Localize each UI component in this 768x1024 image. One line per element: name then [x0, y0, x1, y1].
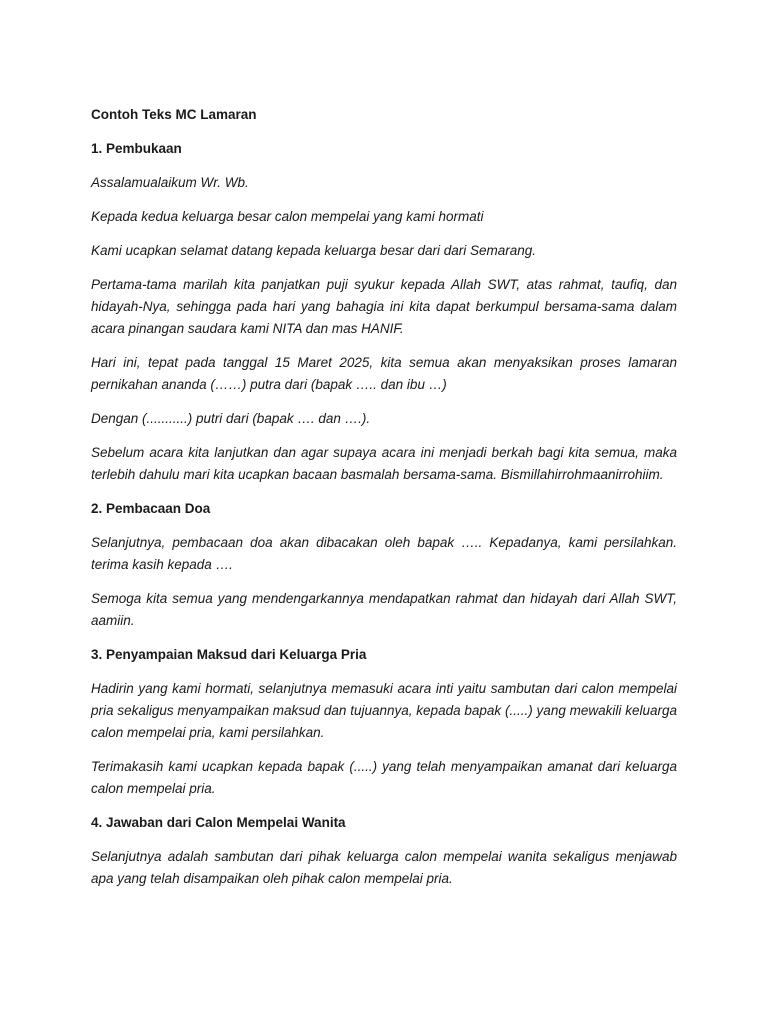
section-pembacaan-doa — [91, 498, 677, 632]
section-pembukaan — [91, 138, 677, 486]
paragraph: Semoga kita semua yang mendengarkannya mendapatkan rahmat dan hidayah dari Allah SWT, aamiin. — [91, 591, 677, 628]
paragraph: Selanjutnya, pembacaan doa akan dibacakan oleh bapak ….. Kepadanya, kami persilahkan. terima kasih kepada …. — [91, 535, 677, 572]
document-page — [91, 104, 677, 902]
document-title: Contoh Teks MC Lamaran — [91, 107, 257, 122]
paragraph: Hari ini, tepat pada tanggal 15 Maret 2025, kita semua akan menyaksikan proses lamaran pernikahan ananda (……) putra dari (bapak ….. dan ibu …) — [91, 355, 677, 392]
paragraph: Pertama-tama marilah kita panjatkan puji syukur kepada Allah SWT, atas rahmat, taufiq, dan hidayah-Nya, sehingga pada hari yang bahagia ini kita dapat berkumpul bersama-sama dalam acara pinangan saudara kami NITA dan mas HANIF. — [91, 277, 677, 336]
section-heading: 4. Jawaban dari Calon Mempelai Wanita — [91, 815, 346, 830]
paragraph: Hadirin yang kami hormati, selanjutnya memasuki acara inti yaitu sambutan dari calon mempelai pria sekaligus menyampaikan maksud dan tujuannya, kepada bapak (.....) yang mewakili keluarga calon mempelai pria, kami persilahkan. — [91, 681, 677, 740]
section-penyampaian-maksud — [91, 644, 677, 800]
section-jawaban-wanita — [91, 812, 677, 890]
section-heading: 3. Penyampaian Maksud dari Keluarga Pria — [91, 647, 367, 662]
paragraph: Assalamualaikum Wr. Wb. — [91, 175, 249, 190]
paragraph: Sebelum acara kita lanjutkan dan agar supaya acara ini menjadi berkah bagi kita semua, maka terlebih dahulu mari kita ucapkan bacaan basmalah bersama-sama. Bismillahirrohmaanirrohiim. — [91, 445, 677, 482]
paragraph: Terimakasih kami ucapkan kepada bapak (.....) yang telah menyampaikan amanat dari keluarga calon mempelai pria. — [91, 759, 677, 796]
paragraph: Dengan (...........) putri dari (bapak …. dan ….). — [91, 411, 371, 426]
section-heading: 2. Pembacaan Doa — [91, 501, 211, 516]
section-heading: 1. Pembukaan — [91, 141, 182, 156]
paragraph: Selanjutnya adalah sambutan dari pihak keluarga calon mempelai wanita sekaligus menjawab apa yang telah disampaikan oleh pihak calon mempelai pria. — [91, 849, 677, 886]
paragraph: Kepada kedua keluarga besar calon mempelai yang kami hormati — [91, 209, 484, 224]
paragraph: Kami ucapkan selamat datang kepada keluarga besar dari dari Semarang. — [91, 243, 537, 258]
